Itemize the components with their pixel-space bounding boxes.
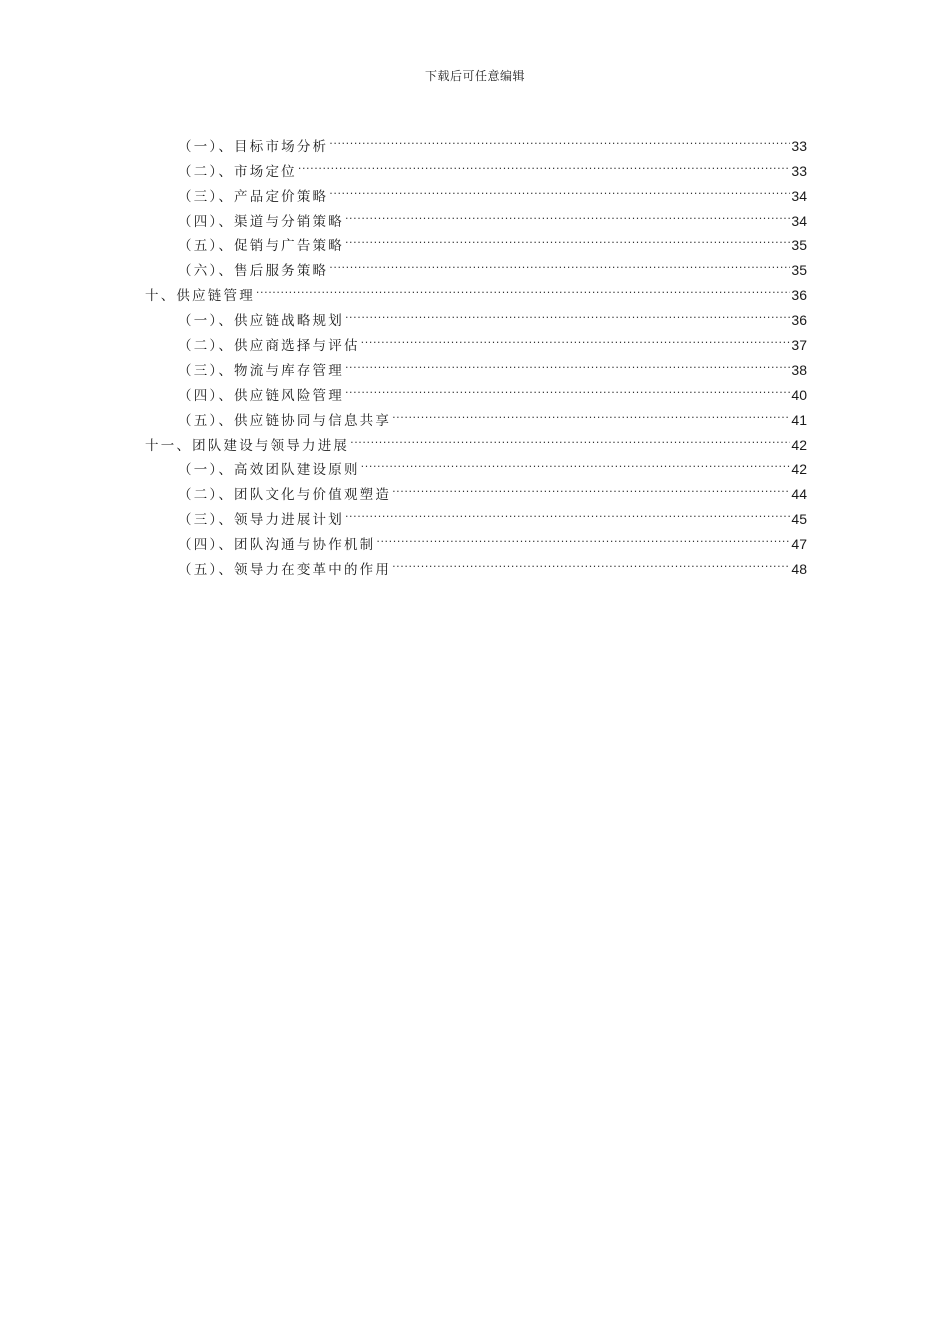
toc-entry-title: （四）、供应链风险管理 <box>178 387 344 404</box>
toc-entry-page: 35 <box>791 237 807 254</box>
toc-dot-leader <box>298 151 791 176</box>
table-of-contents <box>145 126 807 579</box>
toc-entry-page: 47 <box>791 536 807 553</box>
toc-dot-leader <box>329 176 790 201</box>
toc-dot-leader <box>350 425 790 450</box>
toc-entry-page: 35 <box>791 262 807 279</box>
toc-entry-page: 33 <box>791 137 807 154</box>
toc-dot-leader <box>345 499 790 524</box>
toc-dot-leader <box>345 350 790 375</box>
toc-entry-page: 40 <box>791 386 807 403</box>
toc-entry-title: （四）、渠道与分销策略 <box>178 213 344 230</box>
toc-entry[interactable] <box>145 126 807 155</box>
toc-entry-title: （一）、高效团队建设原则 <box>178 462 360 479</box>
toc-entry-title: （一）、供应链战略规划 <box>178 313 344 330</box>
toc-entry-title: （五）、供应链协同与信息共享 <box>178 412 392 429</box>
toc-dot-leader <box>345 375 790 400</box>
toc-dot-leader <box>345 201 790 226</box>
toc-dot-leader <box>392 549 790 574</box>
toc-entry-page: 34 <box>791 212 807 229</box>
toc-entry-page: 36 <box>791 312 807 329</box>
toc-entry-title: （五）、领导力在变革中的作用 <box>178 562 392 579</box>
toc-entry-page: 42 <box>791 436 807 453</box>
toc-entry-title: （三）、物流与库存管理 <box>178 362 344 379</box>
toc-entry-page: 41 <box>791 411 807 428</box>
toc-dot-leader <box>392 400 790 425</box>
toc-dot-leader <box>329 250 790 275</box>
toc-dot-leader <box>256 275 791 300</box>
toc-dot-leader <box>361 325 791 350</box>
toc-entry-title: （三）、领导力进展计划 <box>178 512 344 529</box>
toc-entry-title: （四）、团队沟通与协作机制 <box>178 537 376 554</box>
toc-entry-title: （二）、供应商选择与评估 <box>178 338 360 355</box>
toc-entry-page: 37 <box>791 337 807 354</box>
toc-entry-title: 十、供应链管理 <box>145 288 255 305</box>
toc-dot-leader <box>345 300 790 325</box>
toc-dot-leader <box>361 450 791 475</box>
toc-entry-title: （六）、售后服务策略 <box>178 263 329 280</box>
toc-entry-title: （五）、促销与广告策略 <box>178 238 344 255</box>
toc-entry-page: 34 <box>791 187 807 204</box>
toc-dot-leader <box>392 474 790 499</box>
toc-entry-page: 38 <box>791 361 807 378</box>
toc-entry-page: 42 <box>791 461 807 478</box>
toc-entry-title: （三）、产品定价策略 <box>178 188 329 205</box>
toc-dot-leader <box>376 524 790 549</box>
toc-entry-title: （二）、市场定位 <box>178 163 297 180</box>
toc-dot-leader <box>329 126 790 151</box>
page-header-note: 下载后可任意编辑 <box>424 69 525 83</box>
toc-entry-title: （一）、目标市场分析 <box>178 138 329 155</box>
toc-entry-page: 45 <box>791 511 807 528</box>
toc-entry-page: 48 <box>791 561 807 578</box>
toc-entry-title: （二）、团队文化与价值观塑造 <box>178 487 392 504</box>
toc-entry-page: 36 <box>791 287 807 304</box>
toc-entry-page: 33 <box>791 162 807 179</box>
toc-entry-title: 十一、团队建设与领导力进展 <box>145 437 350 454</box>
toc-entry-page: 44 <box>791 486 807 503</box>
toc-dot-leader <box>345 226 790 251</box>
